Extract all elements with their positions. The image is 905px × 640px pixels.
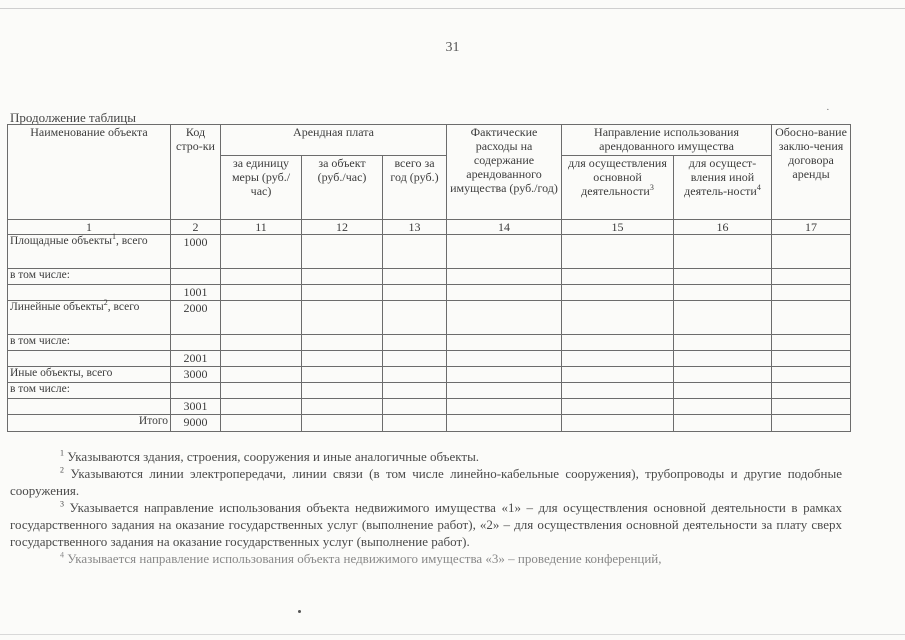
header-rent-unit: за единицу меры (руб./час) xyxy=(221,156,302,220)
footnote-4: $^4$ Указывается направление использования объекта недвижимого имущества «3» – проведение конференций, xyxy=(60,550,662,566)
col-num: 16 xyxy=(674,220,772,235)
table-row xyxy=(8,399,851,415)
row-label-total: Итого xyxy=(8,415,171,432)
row-label-linear: Линейные объекты$^2$, всего xyxy=(8,301,171,335)
header-dir-other: для осущест-вления иной деятель-ности$^4$ xyxy=(674,156,772,220)
row-code: 1000 xyxy=(171,235,221,269)
table-row xyxy=(8,269,851,285)
column-number-row xyxy=(8,220,851,235)
header-justification: Обосно-вание заклю-чения договора аренды xyxy=(772,125,851,220)
table-row xyxy=(8,285,851,301)
table-caption: Продолжение таблицы xyxy=(10,110,136,125)
scan-speck xyxy=(298,610,301,613)
col-num: 2 xyxy=(171,220,221,235)
table-row-total xyxy=(8,415,851,432)
row-code: 2001 xyxy=(171,351,221,367)
header-rent-object: за объект (руб./час) xyxy=(302,156,383,220)
footnote-2: $^2$ Указываются линии электропередачи, линии связи (в том числе линейно-кабельные сооружения), трубопроводы и другие подобные сооружения. xyxy=(10,465,842,498)
bottom-rule xyxy=(0,634,905,635)
table-row xyxy=(8,351,851,367)
page-number: 31 xyxy=(445,40,460,55)
header-actual-costs: Фактические расходы на содержание арендованного имущества (руб./год) xyxy=(447,125,562,220)
row-label-incl: в том числе: xyxy=(8,335,171,351)
header-rent-year: всего за год (руб.) xyxy=(383,156,447,220)
row-code: 2000 xyxy=(171,301,221,335)
col-num: 13 xyxy=(383,220,447,235)
table-row xyxy=(8,335,851,351)
header-name: Наименование объекта xyxy=(8,125,171,220)
col-num: 11 xyxy=(221,220,302,235)
col-num: 15 xyxy=(562,220,674,235)
top-rule xyxy=(0,8,905,9)
col-num: 17 xyxy=(772,220,851,235)
col-num: 14 xyxy=(447,220,562,235)
table-row xyxy=(8,383,851,399)
table-row xyxy=(8,367,851,383)
row-label-incl: в том числе: xyxy=(8,383,171,399)
header-rent-group: Арендная плата xyxy=(221,125,447,156)
row-code: 1001 xyxy=(171,285,221,301)
header-code: Код стро-ки xyxy=(171,125,221,220)
row-code: 3000 xyxy=(171,367,221,383)
row-label-area: Площадные объекты$^1$, всего xyxy=(8,235,171,269)
row-label-other: Иные объекты, всего xyxy=(8,367,171,383)
scan-mark: · xyxy=(826,104,830,116)
header-dir-main: для осуществления основной деятельности$^3$ xyxy=(562,156,674,220)
table-row xyxy=(8,301,851,335)
row-code: 3001 xyxy=(171,399,221,415)
footnote-3: $^3$ Указывается направление использования объекта недвижимого имущества «1» – для осуществления основной деятельности в рамках государственного задания на оказание государственных услуг (выполнение работ), «2» – для осуществления основной деятельности за плату сверх государственного задания на оказание государственных услуг (выполнение работ). xyxy=(10,499,842,549)
col-num: 1 xyxy=(8,220,171,235)
row-label-incl: в том числе: xyxy=(8,269,171,285)
rent-table xyxy=(7,124,851,432)
header-direction-group: Направление использования арендованного имущества xyxy=(562,125,772,156)
footnotes xyxy=(10,448,842,567)
row-code: 9000 xyxy=(171,415,221,432)
footnote-1: $^1$ Указываются здания, строения, сооружения и иные аналогичные объекты. xyxy=(60,448,480,464)
table-row xyxy=(8,235,851,269)
col-num: 12 xyxy=(302,220,383,235)
